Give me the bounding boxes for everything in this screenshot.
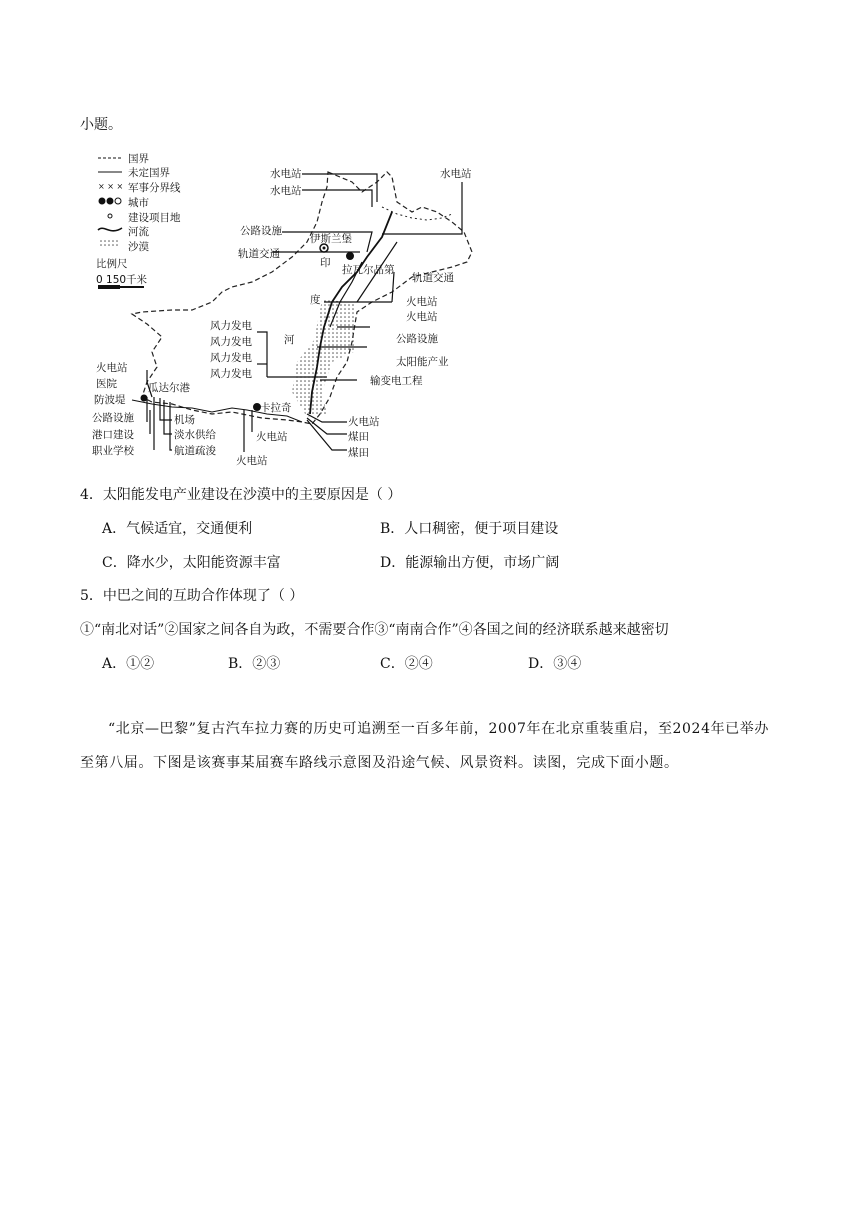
label-road-1: 公路设施 — [240, 225, 282, 237]
q5-option-c: C．②④ — [380, 656, 433, 672]
label-islamabad: 伊斯兰堡 — [310, 233, 352, 245]
q5-statements: ①“南北对话”②国家之间各自为政，不需要合作③“南南合作”④各国之间的经济联系越来越密切 — [80, 622, 669, 638]
q5-option-b: B．②③ — [228, 656, 281, 672]
label-thermal-4: 火电站 — [256, 431, 288, 443]
city-gwadar — [141, 395, 148, 402]
label-wind-1: 风力发电 — [210, 320, 252, 332]
label-breakwater: 防波堤 — [94, 394, 126, 406]
pakistan-map — [92, 152, 492, 470]
city-lahore — [346, 252, 354, 260]
label-hydro-3: 水电站 — [440, 168, 472, 180]
legend-scale-title: 比例尺 — [96, 258, 128, 270]
label-road-2: 公路设施 — [396, 333, 438, 345]
label-yin: 印 — [320, 257, 331, 269]
label-road-3: 公路设施 — [92, 412, 134, 424]
label-coal-2: 煤田 — [348, 447, 369, 459]
legend-border: 国界 — [128, 153, 149, 165]
q4-option-c: C．降水少，太阳能资源丰富 — [102, 555, 281, 571]
label-lahore: 拉瓦尔品第 — [342, 264, 395, 276]
rally-passage: “北京—巴黎”复古汽车拉力赛的历史可追溯至一百多年前，2007年在北京重装重启，至2024年已举办至第八届。下图是该赛事某届赛车路线示意图及沿途气候、风景资料。读图，完成下面小题。 — [80, 721, 769, 771]
label-wind-4: 风力发电 — [210, 368, 252, 380]
label-hospital: 医院 — [96, 378, 117, 390]
label-thermal-6: 火电站 — [348, 416, 380, 428]
legend-undetermined-border: 未定国界 — [128, 167, 170, 179]
label-wind-3: 风力发电 — [210, 352, 252, 364]
label-hydro-1: 水电站 — [270, 168, 302, 180]
q4-option-b: B．人口稠密，便于项目建设 — [380, 521, 559, 537]
label-vocational: 职业学校 — [92, 445, 134, 457]
q4-option-a: A．气候适宜，交通便利 — [102, 521, 253, 537]
label-airport: 机场 — [174, 414, 195, 426]
label-transmission: 输变电工程 — [370, 375, 423, 387]
label-thermal-5: 火电站 — [236, 455, 268, 467]
label-dredging: 航道疏浚 — [174, 445, 216, 457]
label-he: 河 — [284, 334, 295, 346]
label-port: 港口建设 — [92, 429, 134, 441]
label-karachi: 卡拉奇 — [260, 402, 292, 414]
q5-stem: 5．中巴之间的互助合作体现了（ ） — [80, 588, 304, 604]
label-wind-2: 风力发电 — [210, 336, 252, 348]
label-rail-2: 轨道交通 — [412, 272, 454, 284]
svg-text:× × ×: × × × — [98, 182, 124, 191]
label-freshwater: 淡水供给 — [174, 429, 216, 441]
legend-project-site: 建设项目地 — [128, 212, 181, 224]
legend-military-line: 军事分界线 — [128, 182, 181, 194]
label-coal-1: 煤田 — [348, 431, 369, 443]
legend-city: 城市 — [128, 197, 149, 209]
q4-stem: 4．太阳能发电产业建设在沙漠中的主要原因是（ ） — [80, 487, 402, 503]
q5-option-a: A．①② — [102, 656, 155, 672]
q4-option-d: D．能源输出方便，市场广阔 — [380, 555, 560, 571]
q5-option-d: D．③④ — [528, 656, 582, 672]
label-solar: 太阳能产业 — [396, 356, 449, 368]
label-thermal-3: 火电站 — [96, 362, 128, 374]
legend-desert: 沙漠 — [128, 241, 149, 253]
label-hydro-2: 水电站 — [270, 185, 302, 197]
label-gwadar: 瓜达尔港 — [148, 382, 190, 394]
desert-area — [292, 300, 354, 417]
legend-river: 河流 — [128, 226, 149, 238]
label-thermal-2: 火电站 — [406, 311, 438, 323]
label-thermal-1: 火电站 — [406, 296, 438, 308]
legend-scale-text: 0 150千米 — [96, 274, 148, 286]
label-du: 度 — [310, 294, 321, 306]
label-rail-1: 轨道交通 — [238, 248, 280, 260]
intro-tail: 小题。 — [80, 117, 122, 133]
